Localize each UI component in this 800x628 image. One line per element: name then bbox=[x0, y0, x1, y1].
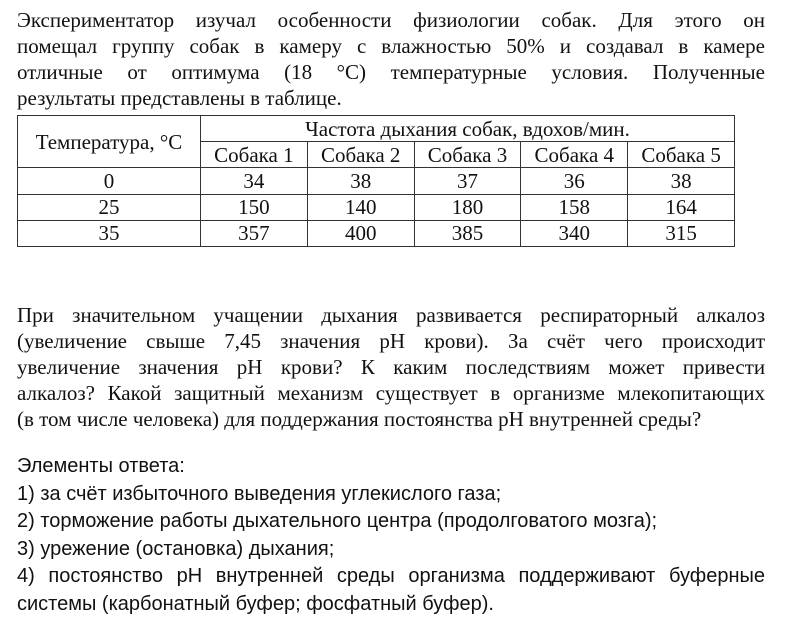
answer-item: 3) урежение (остановка) дыхания; bbox=[17, 537, 335, 560]
rate-cell: 340 bbox=[521, 220, 628, 246]
dog-header: Собака 5 bbox=[628, 142, 735, 168]
question-line: алкалоз? Какой защитный механизм существует в организме млекопитающих bbox=[17, 381, 765, 405]
question-line: увеличение значения рН крови? К каким последствиям может привести bbox=[17, 355, 766, 379]
intro-paragraph bbox=[17, 7, 765, 111]
rate-cell: 164 bbox=[628, 194, 735, 220]
dog-header: Собака 2 bbox=[307, 142, 414, 168]
answer-item: 4) постоянство рН внутренней среды организма поддерживают буферные bbox=[17, 565, 765, 587]
breathing-rate-header: Частота дыхания собак, вдохов/мин. bbox=[201, 116, 735, 142]
intro-line: результаты представлены в таблице. bbox=[17, 86, 342, 110]
question-line: (увеличение свыше 7,45 значения рН крови). За счёт чего происходит bbox=[17, 329, 765, 353]
rate-cell: 38 bbox=[307, 168, 414, 194]
dog-header: Собака 3 bbox=[414, 142, 521, 168]
answer-item: системы (карбонатный буфер; фосфатный буфер). bbox=[17, 592, 494, 615]
table-row bbox=[18, 220, 735, 246]
rate-cell: 385 bbox=[414, 220, 521, 246]
temperature-cell: 0 bbox=[18, 168, 201, 194]
rate-cell: 34 bbox=[201, 168, 308, 194]
rate-cell: 158 bbox=[521, 194, 628, 220]
table-row bbox=[18, 168, 735, 194]
table-header-row bbox=[18, 116, 735, 142]
answer-item: 2) торможение работы дыхательного центра (продолговатого мозга); bbox=[17, 510, 658, 532]
temperature-cell: 35 bbox=[18, 220, 201, 246]
dog-header: Собака 4 bbox=[521, 142, 628, 168]
question-line: При значительном учащении дыхания развивается респираторный алкалоз bbox=[17, 303, 765, 327]
rate-cell: 315 bbox=[628, 220, 735, 246]
rate-cell: 36 bbox=[521, 168, 628, 194]
rate-cell: 140 bbox=[307, 194, 414, 220]
question-paragraph bbox=[17, 302, 765, 432]
answer-section bbox=[17, 453, 765, 618]
intro-line: отличные от оптимума (18 °С) температурные условия. Полученные bbox=[17, 60, 765, 84]
rate-cell: 180 bbox=[414, 194, 521, 220]
intro-line: Экспериментатор изучал особенности физиологии собак. Для этого он bbox=[17, 8, 765, 32]
dog-header: Собака 1 bbox=[201, 142, 308, 168]
rate-cell: 357 bbox=[201, 220, 308, 246]
rate-cell: 400 bbox=[307, 220, 414, 246]
question-line: (в том числе человека) для поддержания постоянства рН внутренней среды? bbox=[17, 407, 702, 431]
temperature-header: Температура, °С bbox=[18, 116, 201, 168]
temperature-cell: 25 bbox=[18, 194, 201, 220]
intro-line: помещал группу собак в камеру с влажностью 50% и создавал в камере bbox=[17, 34, 765, 58]
answer-title: Элементы ответа: bbox=[17, 455, 185, 477]
table-row bbox=[18, 194, 735, 220]
breathing-rate-table bbox=[17, 115, 735, 247]
rate-cell: 38 bbox=[628, 168, 735, 194]
rate-cell: 150 bbox=[201, 194, 308, 220]
answer-item: 1) за счёт избыточного выведения углекислого газа; bbox=[17, 482, 502, 505]
rate-cell: 37 bbox=[414, 168, 521, 194]
